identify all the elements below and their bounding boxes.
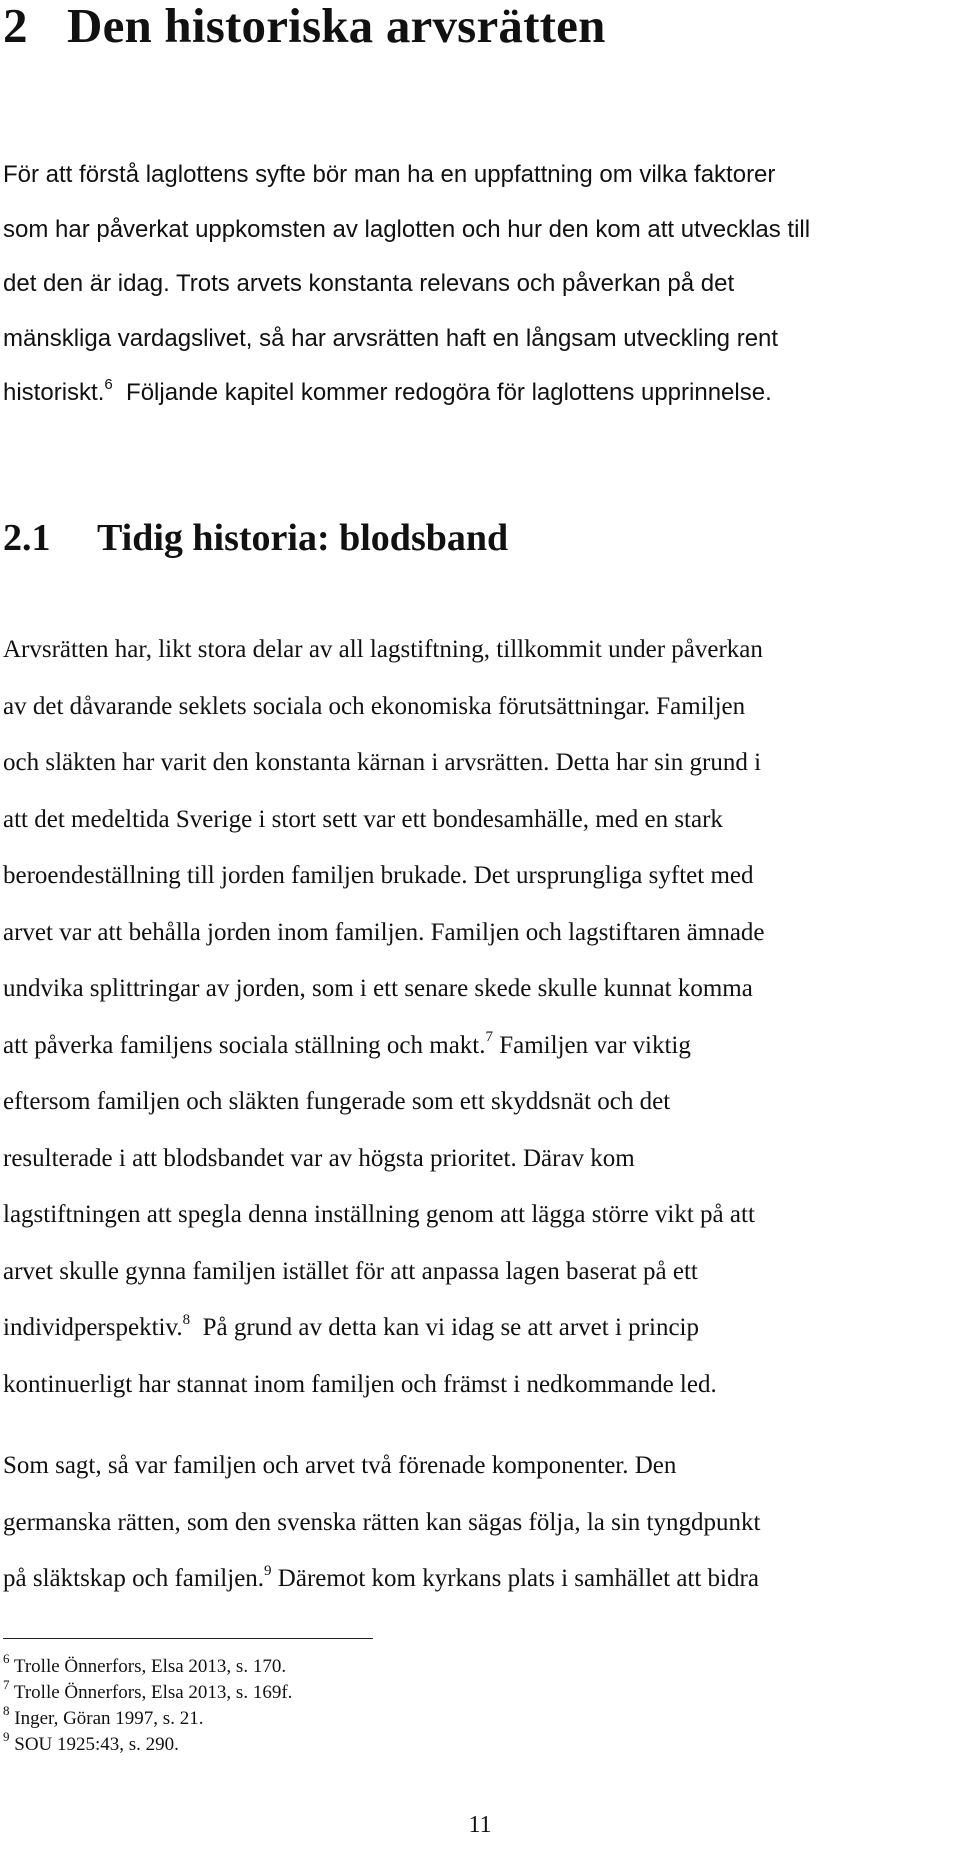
text-segment: historiskt. — [3, 379, 105, 407]
text-line — [3, 1551, 943, 1608]
text-line: lagstiftningen att spegla denna inställning genom att lägga större vikt på att — [3, 1201, 755, 1228]
text-line: att det medeltida Sverige i stort sett var ett bondesamhälle, med en stark — [3, 805, 723, 833]
footnote-ref[interactable]: 6 — [104, 376, 113, 394]
text-line: arvet var att behålla jorden inom familjen. Familjen och lagstiftaren ämnade — [3, 918, 765, 946]
text-line — [3, 1018, 943, 1075]
text-line — [3, 366, 943, 421]
body-paragraph — [3, 1438, 943, 1608]
footnote-text: SOU 1925:43, s. 290. — [14, 1734, 179, 1755]
footnote-ref[interactable]: 7 — [485, 1029, 493, 1046]
text-line: arvet skulle gynna familjen istället för att anpassa lagen baserat på ett — [3, 1257, 698, 1285]
text-line — [3, 1300, 943, 1357]
section-title: Tidig historia: blodsband — [97, 517, 509, 559]
text-line: germanska rätten, som den svenska rätten kan sägas följa, la sin tyngdpunkt — [3, 1508, 761, 1536]
text-line: För att förstå laglottens syfte bör man ha en uppfattning om vilka faktorer — [3, 161, 776, 188]
footnote — [3, 1650, 903, 1680]
text-line: av det dåvarande seklets sociala och ekonomiska förutsättningar. Familjen — [3, 692, 746, 720]
section-number: 2.1 — [3, 517, 51, 559]
text-line: eftersom familjen och släkten fungerade som ett skyddsnät och det — [3, 1088, 671, 1115]
text-segment: individperspektiv. — [3, 1314, 183, 1341]
text-segment: att påverka familjens sociala ställning och makt. — [3, 1031, 486, 1059]
footnote-number: 8 — [3, 1702, 10, 1718]
text-line: Som sagt, så var familjen och arvet två förenade komponenter. Den — [3, 1452, 677, 1479]
body-paragraph — [3, 622, 943, 1413]
section-heading — [3, 516, 508, 560]
text-segment: Följande kapitel kommer redogöra för laglottens upprinnelse. — [126, 379, 772, 407]
text-segment: På grund av detta kan vi idag se att arvet i princip — [202, 1314, 699, 1341]
text-line: mänskliga vardagslivet, så har arvsrätten haft en långsam utveckling rent — [3, 324, 779, 352]
footnote-number: 9 — [3, 1728, 10, 1744]
text-line: resulterade i att blodsbandet var av högsta prioritet. Därav kom — [3, 1144, 635, 1172]
footnote-number: 7 — [3, 1676, 10, 1692]
text-segment: Däremot kom kyrkans plats i samhället att bidra — [277, 1565, 759, 1592]
footnote-divider — [3, 1638, 373, 1639]
text-segment: Familjen var viktig — [499, 1031, 691, 1059]
footnote — [3, 1676, 903, 1706]
footnote-text: Inger, Göran 1997, s. 21. — [14, 1708, 204, 1729]
footnotes — [3, 1650, 903, 1758]
text-line: Arvsrätten har, likt stora delar av all lagstiftning, tillkommit under påverkan — [3, 636, 763, 663]
footnote — [3, 1728, 903, 1758]
footnote-ref[interactable]: 8 — [182, 1311, 191, 1328]
footnote-ref[interactable]: 9 — [264, 1562, 272, 1579]
text-line: som har påverkat uppkomsten av laglotten och hur den kom att utvecklas till — [3, 215, 811, 243]
chapter-number: 2 — [3, 0, 28, 53]
footnote-number: 6 — [3, 1650, 10, 1666]
footnote — [3, 1702, 903, 1732]
text-line: undvika splittringar av jorden, som i ett senare skede skulle kunnat komma — [3, 975, 753, 1002]
footnote-text: Trolle Önnerfors, Elsa 2013, s. 170. — [13, 1656, 287, 1677]
intro-paragraph — [3, 148, 943, 421]
page-number: 11 — [468, 1812, 492, 1838]
text-segment: på släktskap och familjen. — [3, 1565, 265, 1592]
chapter-heading — [3, 0, 606, 52]
text-line: kontinuerligt har stannat inom familjen och främst i nedkommande led. — [3, 1370, 717, 1398]
chapter-title: Den historiska arvsrätten — [67, 0, 606, 53]
text-line: beroendeställning till jorden familjen brukade. Det ursprungliga syftet med — [3, 862, 754, 889]
footnote-text: Trolle Önnerfors, Elsa 2013, s. 169f. — [13, 1682, 293, 1703]
text-line: det den är idag. Trots arvets konstanta relevans och påverkan på det — [3, 270, 735, 298]
text-line: och släkten har varit den konstanta kärnan i arvsrätten. Detta har sin grund i — [3, 749, 762, 776]
